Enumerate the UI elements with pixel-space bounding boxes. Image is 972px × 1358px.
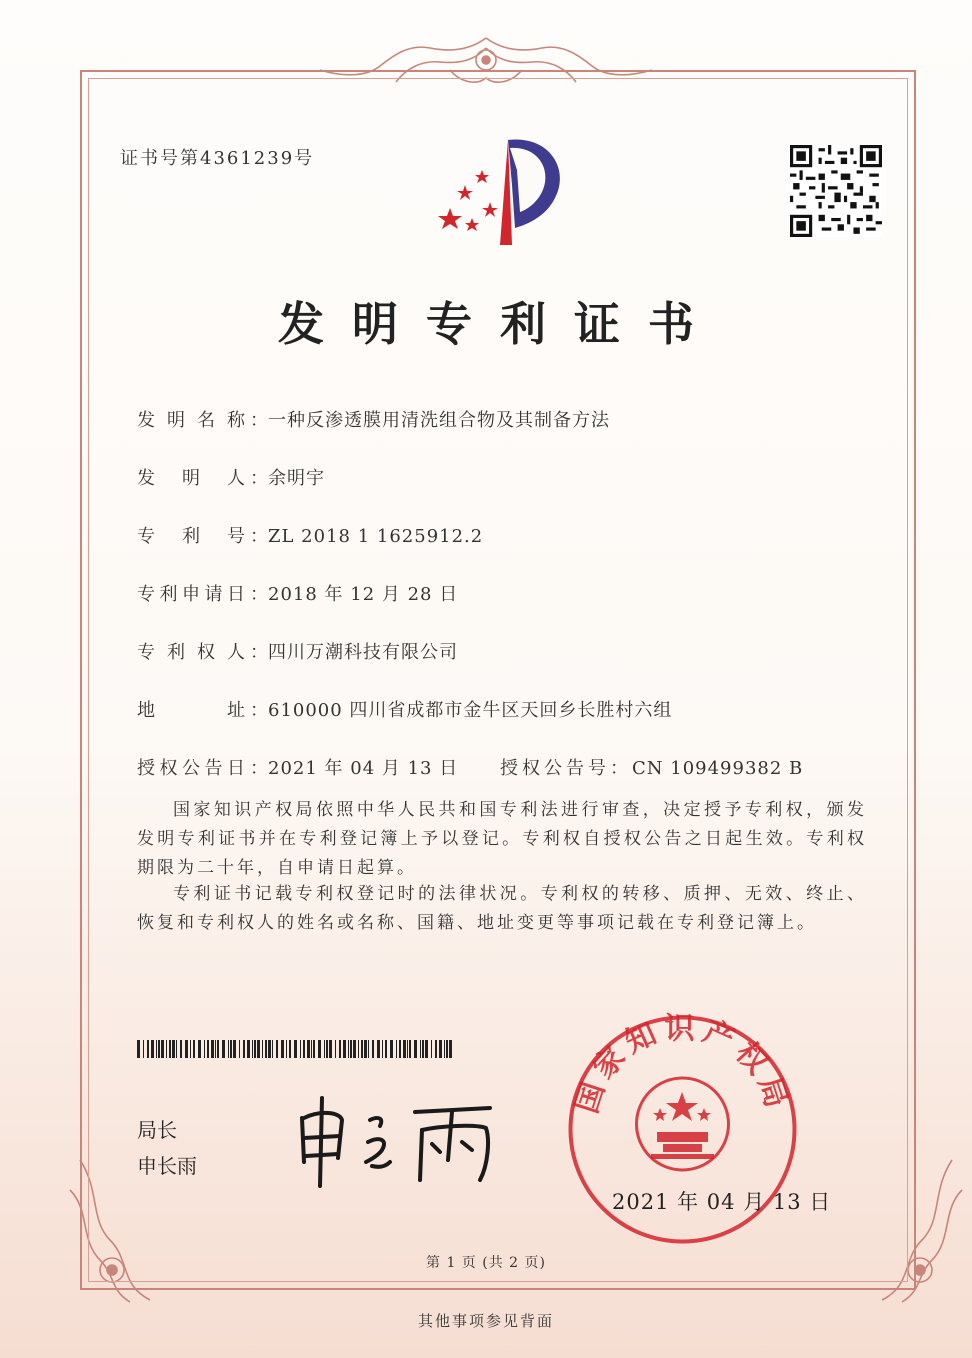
field-inventor: 发 明 人 ：余明宇: [137, 464, 325, 490]
field-grant-announcement-date: 授 权 公 告 日 ：2021 年 04 月 13 日: [137, 754, 458, 780]
field-address: 地 址 ：610000 四川省成都市金牛区天回乡长胜村六组: [137, 696, 672, 722]
field-value: 四川万潮科技有限公司: [268, 642, 458, 663]
seal-date: 2021 年 04 月 13 日: [612, 1190, 832, 1214]
footer-note: 其他事项参见背面: [417, 1312, 554, 1330]
director-name: 申长雨: [137, 1154, 197, 1178]
field-label: 授权公告号：: [500, 758, 632, 779]
field-value: 2021 年 04 月 13 日: [268, 758, 459, 779]
field-label: 发 明 人: [137, 468, 245, 489]
field-patentee: 专 利 权 人 ：四川万潮科技有限公司: [137, 638, 458, 664]
page-indicator: 第 1 页 (共 2 页): [426, 1255, 546, 1271]
field-value: 余明宇: [268, 468, 325, 489]
field-value: 2018 年 12 月 28 日: [268, 584, 459, 605]
field-grant-announcement-number: [500, 754, 803, 780]
barcode: [137, 1040, 453, 1058]
paragraph-grant-statement: 国家知识产权局依照中华人民共和国专利法进行审查，决定授予专利权，颁发发明专利证书并在专利登记簿上予以登记。专利权自授权公告之日起生效。专利权期限为二十年，自申请日起算。: [137, 800, 867, 878]
field-label: 地 址: [137, 700, 245, 721]
patent-office-logo: [420, 130, 590, 250]
field-patent-number: 专 利 号 ：ZL 2018 1 1625912.2: [137, 522, 483, 548]
field-application-date: 专 利 申 请 日 ：2018 年 12 月 28 日: [137, 580, 458, 606]
field-value: CN 109499382 B: [632, 758, 804, 779]
certificate-title: 发明专利证书: [278, 297, 722, 351]
field-label: 专 利 权 人: [137, 642, 245, 663]
field-value: ZL 2018 1 1625912.2: [268, 526, 484, 547]
field-value: 610000 四川省成都市金牛区天回乡长胜村六组: [268, 700, 673, 721]
svg-text:国家知识产权局: 国家知识产权局: [569, 1012, 796, 1118]
paragraph-legal-status: 专利证书记载专利权登记时的法律状况。专利权的转移、质押、无效、终止、恢复和专利权人的姓名或名称、国籍、地址变更等事项记载在专利登记簿上。: [137, 884, 867, 933]
director-title: 局长: [137, 1118, 177, 1142]
certificate-number: 证书号第4361239号: [120, 148, 315, 169]
field-label: 专 利 号: [137, 526, 245, 547]
field-label: 专 利 申 请 日: [137, 584, 245, 605]
field-label: 发 明 名 称: [137, 410, 245, 431]
field-label: 授 权 公 告 日: [137, 758, 245, 779]
field-value: 一种反渗透膜用清洗组合物及其制备方法: [268, 410, 610, 431]
qr-code[interactable]: [790, 145, 882, 237]
field-invention-name: 发 明 名 称 ：一种反渗透膜用清洗组合物及其制备方法: [137, 406, 610, 432]
director-signature: [290, 1090, 510, 1190]
